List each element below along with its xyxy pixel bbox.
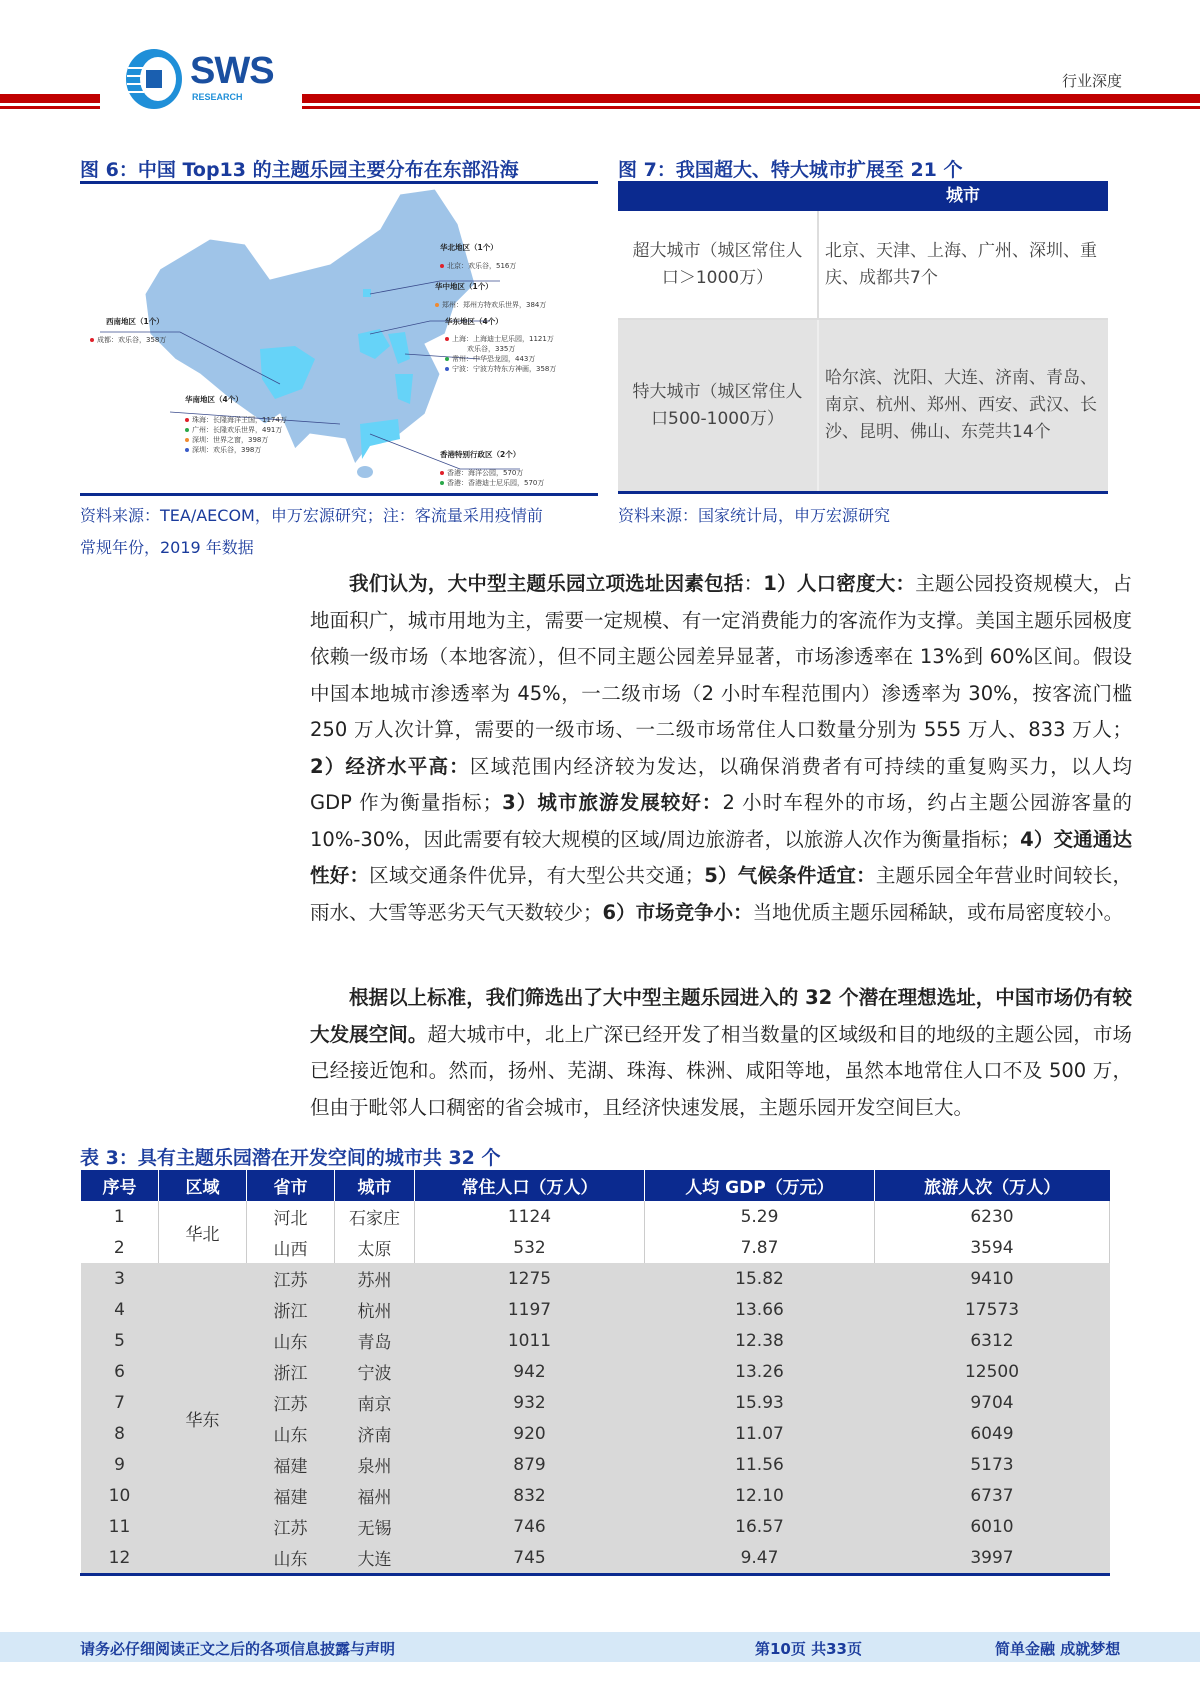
text-run: 区域范围内经济较为发达，以确保消费者有可持续的重复购买力，以人均 GDP 作为衡量指标； [310, 754, 1132, 814]
map-label-north [440, 242, 516, 271]
table-row [618, 319, 1108, 491]
tourist-visits-cell: 6010 [875, 1511, 1110, 1542]
city-cell: 泉州 [335, 1449, 415, 1480]
city-cell: 苏州 [335, 1263, 415, 1294]
province-cell: 江苏 [247, 1387, 335, 1418]
city-cell: 大连 [335, 1542, 415, 1573]
row-number: 6 [81, 1356, 159, 1387]
tourist-visits-cell: 6049 [875, 1418, 1110, 1449]
bold-phrase: 我们认为，大中型主题乐园立项选址因素包括 [349, 572, 744, 595]
tourist-visits-cell: 17573 [875, 1294, 1110, 1325]
region-item: 香港：海洋公园，570万 [440, 468, 544, 478]
tourist-visits-cell: 6737 [875, 1480, 1110, 1511]
text-run: 区域交通条件优异，有大型公共交通； [369, 864, 705, 887]
province-cell: 山东 [247, 1418, 335, 1449]
city-cell: 济南 [335, 1418, 415, 1449]
row-number: 1 [113, 1206, 125, 1227]
fig7-table-wrap [618, 181, 1108, 494]
table-row [618, 211, 1108, 319]
gdp-per-capita-cell: 11.07 [645, 1418, 875, 1449]
header-red-bar-left-thin [0, 106, 100, 109]
population-cell: 1197 [415, 1294, 645, 1325]
body-paragraph-1 [310, 566, 1132, 931]
city-cell: 太原 [335, 1232, 415, 1263]
population-cell: 832 [415, 1480, 645, 1511]
population-cell: 1124 [415, 1201, 645, 1232]
bullet-dot-icon [435, 303, 439, 307]
row-number: 11 [81, 1511, 159, 1542]
footer-slogan: 简单金融 成就梦想 [995, 1640, 1121, 1658]
map-label-central [435, 281, 546, 310]
logo [124, 48, 284, 114]
population-cell: 932 [415, 1387, 645, 1418]
population-cell: 1011 [415, 1325, 645, 1356]
province-cell: 江苏 [247, 1263, 335, 1294]
region-item: 深圳：欢乐谷，398万 [185, 445, 287, 455]
bullet-dot-icon [440, 471, 444, 475]
region-item: 上海：上海迪士尼乐园，1121万 [445, 334, 556, 344]
city-potential-table [80, 1170, 1110, 1573]
city-cell: 宁波 [335, 1356, 415, 1387]
gdp-per-capita-cell: 13.66 [645, 1294, 875, 1325]
region-item: 香港：香港迪士尼乐园，570万 [440, 478, 544, 488]
region-name: 华中地区（1个） [435, 282, 493, 291]
region-name: 华东地区（4个） [445, 317, 503, 326]
row-number: 2 [113, 1237, 125, 1258]
region-item: 郑州：郑州方特欢乐世界，384万 [435, 300, 546, 310]
gdp-per-capita-cell: 12.38 [645, 1325, 875, 1356]
population-cell: 532 [415, 1232, 645, 1263]
report-category: 行业深度 [1062, 72, 1123, 90]
fig7-title: 图 7：我国超大、特大城市扩展至 21 个 [618, 159, 963, 181]
tourist-visits-cell: 5173 [875, 1449, 1110, 1480]
region-item: 北京：欢乐谷，516万 [440, 261, 516, 271]
region-item: 深圳：世界之窗，398万 [185, 435, 287, 445]
row-number: 10 [81, 1480, 159, 1511]
col-header: 常住人口（万人） [415, 1170, 645, 1201]
map-label-south [185, 394, 287, 455]
region-cell: 华北 [159, 1201, 247, 1263]
tourist-visits-cell: 12500 [875, 1356, 1110, 1387]
header-red-bar-right [302, 94, 1200, 103]
region-name: 香港特别行政区（2个） [440, 450, 521, 459]
region-item: 广州：长隆欢乐世界，491万 [185, 425, 287, 435]
header-red-bar-left [0, 94, 100, 103]
region-name: 华北地区（1个） [440, 243, 498, 252]
china-map [80, 184, 598, 494]
row-number: 7 [81, 1387, 159, 1418]
text-run: 超大城市中，北上广深已经开发了相当数量的区域级和目的地级的主题公园，市场已经接近饱和。然而，扬州、芜湖、珠海、株洲、咸阳等地，虽然本地常住人口不及 500 万，但由于毗邻人口稠密的省会城市，且经济快速发展，主题乐园开发空间巨大。 [310, 1022, 1132, 1119]
region-item: 成都：欢乐谷，358万 [90, 335, 166, 345]
bullet-dot-icon [445, 337, 449, 341]
tourist-visits-cell: 6230 [875, 1201, 1110, 1232]
bullet-dot-icon [90, 338, 94, 342]
population-cell: 920 [415, 1418, 645, 1449]
region-cell: 华东 [159, 1263, 247, 1573]
header-red-bar-right-thin [302, 106, 1200, 109]
bullet-dot-icon [185, 438, 189, 442]
text-run: 2 小时车程外的市场，约占主题公园游客量的 10%-30%，因此需要有较大规模的区域/周边旅游者，以旅游人次作为衡量指标； [310, 791, 1133, 851]
table-row [81, 1263, 1110, 1294]
col-header: 序号 [81, 1170, 159, 1201]
province-cell: 江苏 [247, 1511, 335, 1542]
population-cell: 942 [415, 1356, 645, 1387]
bullet-dot-icon [185, 448, 189, 452]
logo-text: SWS [190, 50, 274, 92]
bold-phrase: 3）城市旅游发展较好： [502, 791, 723, 814]
tourist-visits-cell: 3997 [875, 1542, 1110, 1573]
population-cell: 746 [415, 1511, 645, 1542]
tourist-visits-cell: 6312 [875, 1325, 1110, 1356]
bold-phrase: 1）人口密度大： [763, 572, 916, 595]
gdp-per-capita-cell: 9.47 [645, 1542, 875, 1573]
gdp-per-capita-cell: 15.82 [645, 1263, 875, 1294]
bullet-dot-icon [185, 428, 189, 432]
gdp-per-capita-cell: 11.56 [645, 1449, 875, 1480]
bullet-dot-icon [185, 418, 189, 422]
gdp-per-capita-cell: 13.26 [645, 1356, 875, 1387]
region-item: 欢乐谷，335万 [467, 345, 516, 353]
city-cell: 石家庄 [335, 1201, 415, 1232]
text-run: 主题乐园全年营业时间较长，雨水、大雪等恶劣天气天数较少； [310, 864, 1132, 924]
logo-subtext: RESEARCH [192, 92, 243, 102]
city-cell: 南京 [335, 1387, 415, 1418]
col-header: 旅游人次（万人） [875, 1170, 1110, 1201]
province-cell: 山西 [247, 1232, 335, 1263]
gdp-per-capita-cell: 7.87 [645, 1232, 875, 1263]
region-name: 华南地区（4个） [185, 395, 243, 404]
city-tier-table [618, 181, 1108, 491]
city-cell: 福州 [335, 1480, 415, 1511]
logo-globe-icon [124, 48, 184, 110]
gdp-per-capita-cell: 15.93 [645, 1387, 875, 1418]
bold-phrase: 4）交通通达性好： [310, 827, 1132, 887]
row-number: 9 [81, 1449, 159, 1480]
city-cell: 杭州 [335, 1294, 415, 1325]
bullet-dot-icon [445, 367, 449, 371]
map-label-southwest [90, 316, 166, 345]
province-cell: 浙江 [247, 1356, 335, 1387]
province-cell: 福建 [247, 1449, 335, 1480]
population-cell: 1275 [415, 1263, 645, 1294]
body-paragraph-2 [310, 980, 1132, 1126]
region-item: 珠海：长隆海洋王国，1174万 [185, 415, 287, 425]
city-cell: 无锡 [335, 1511, 415, 1542]
fig6-bottom-rule [80, 493, 598, 496]
bullet-dot-icon [440, 481, 444, 485]
province-cell: 山东 [247, 1325, 335, 1356]
row-number: 3 [81, 1263, 159, 1294]
row-number: 4 [81, 1294, 159, 1325]
tourist-visits-cell: 3594 [875, 1232, 1110, 1263]
province-cell: 山东 [247, 1542, 335, 1573]
city-tier-type: 特大城市（城区常住人口500-1000万） [618, 319, 818, 491]
bullet-dot-icon [440, 264, 444, 268]
gdp-per-capita-cell: 12.10 [645, 1480, 875, 1511]
gdp-per-capita-cell: 5.29 [645, 1201, 875, 1232]
region-item: 宁波：宁波方特东方神画，358万 [445, 364, 556, 374]
tourist-visits-cell: 9410 [875, 1263, 1110, 1294]
footer-page-number: 第10页 共33页 [755, 1640, 862, 1658]
map-label-east [445, 316, 556, 374]
bold-phrase: 2）经济水平高： [310, 754, 470, 778]
city-tier-type: 超大城市（城区常住人口＞1000万） [618, 211, 818, 319]
col-header: 人均 GDP（万元） [645, 1170, 875, 1201]
text-run: 当地优质主题乐园稀缺，或布局密度较小。 [752, 900, 1124, 924]
map-label-hongkong [440, 449, 544, 488]
province-cell: 福建 [247, 1480, 335, 1511]
bullet-dot-icon [445, 357, 449, 361]
bold-phrase: 根据以上标准，我们筛选出了大中型主题乐园进入的 32 个潜在理想选址，中国市场仍有较大发展空间。 [310, 986, 1132, 1046]
province-cell: 浙江 [247, 1294, 335, 1325]
bold-phrase: 6）市场竞争小： [602, 900, 753, 924]
city-tier-cities: 北京、天津、上海、广州、深圳、重庆、成都共7个 [818, 211, 1108, 319]
fig6-source: 资料来源：TEA/AECOM，申万宏源研究；注：客流量采用疫情前常规年份，2019 年数据 [80, 506, 543, 557]
city-tier-cities: 哈尔滨、沈阳、大连、济南、青岛、南京、杭州、郑州、西安、武汉、长沙、昆明、佛山、东莞共14个 [818, 319, 1108, 491]
city-header: 城市 [818, 181, 1108, 211]
row-number: 5 [81, 1325, 159, 1356]
row-number: 12 [81, 1542, 159, 1573]
tourist-visits-cell: 9704 [875, 1387, 1110, 1418]
footer-disclaimer: 请务必仔细阅读正文之后的各项信息披露与声明 [80, 1640, 396, 1658]
population-cell: 745 [415, 1542, 645, 1573]
fig6-title: 图 6：中国 Top13 的主题乐园主要分布在东部沿海 [80, 159, 519, 181]
text-run: ： [743, 572, 764, 595]
col-header: 省市 [247, 1170, 335, 1201]
region-name: 西南地区（1个） [106, 317, 164, 326]
region-item: 常州：中华恐龙园，443万 [445, 354, 556, 364]
text-run: 主题公园投资规模大，占地面积广，城市用地为主，需要一定规模、有一定消费能力的客流作为支撑。美国主题乐园极度依赖一级市场（本地客流），但不同主题公园差异显著，市场渗透率在 13%到 60%区间。假设中国本地城市渗透率为 45%，一二级市场（2 小时车程范围内）渗透率为 30%，按客流门槛 250 万人次计算，需要的一级市场、一二级市场常住人口数量分别为 555 万人、833 万人； [310, 572, 1132, 741]
table3-wrap [80, 1170, 1110, 1576]
table3-title: 表 3：具有主题乐园潜在开发空间的城市共 32 个 [80, 1147, 501, 1169]
fig7-source: 资料来源：国家统计局，申万宏源研究 [618, 506, 891, 525]
col-header: 区域 [159, 1170, 247, 1201]
gdp-per-capita-cell: 16.57 [645, 1511, 875, 1542]
col-header: 城市 [335, 1170, 415, 1201]
city-cell: 青岛 [335, 1325, 415, 1356]
row-number: 8 [81, 1418, 159, 1449]
province-cell: 河北 [247, 1201, 335, 1232]
bold-phrase: 5）气候条件适宜： [704, 864, 876, 887]
population-cell: 879 [415, 1449, 645, 1480]
table-row [81, 1201, 1110, 1232]
